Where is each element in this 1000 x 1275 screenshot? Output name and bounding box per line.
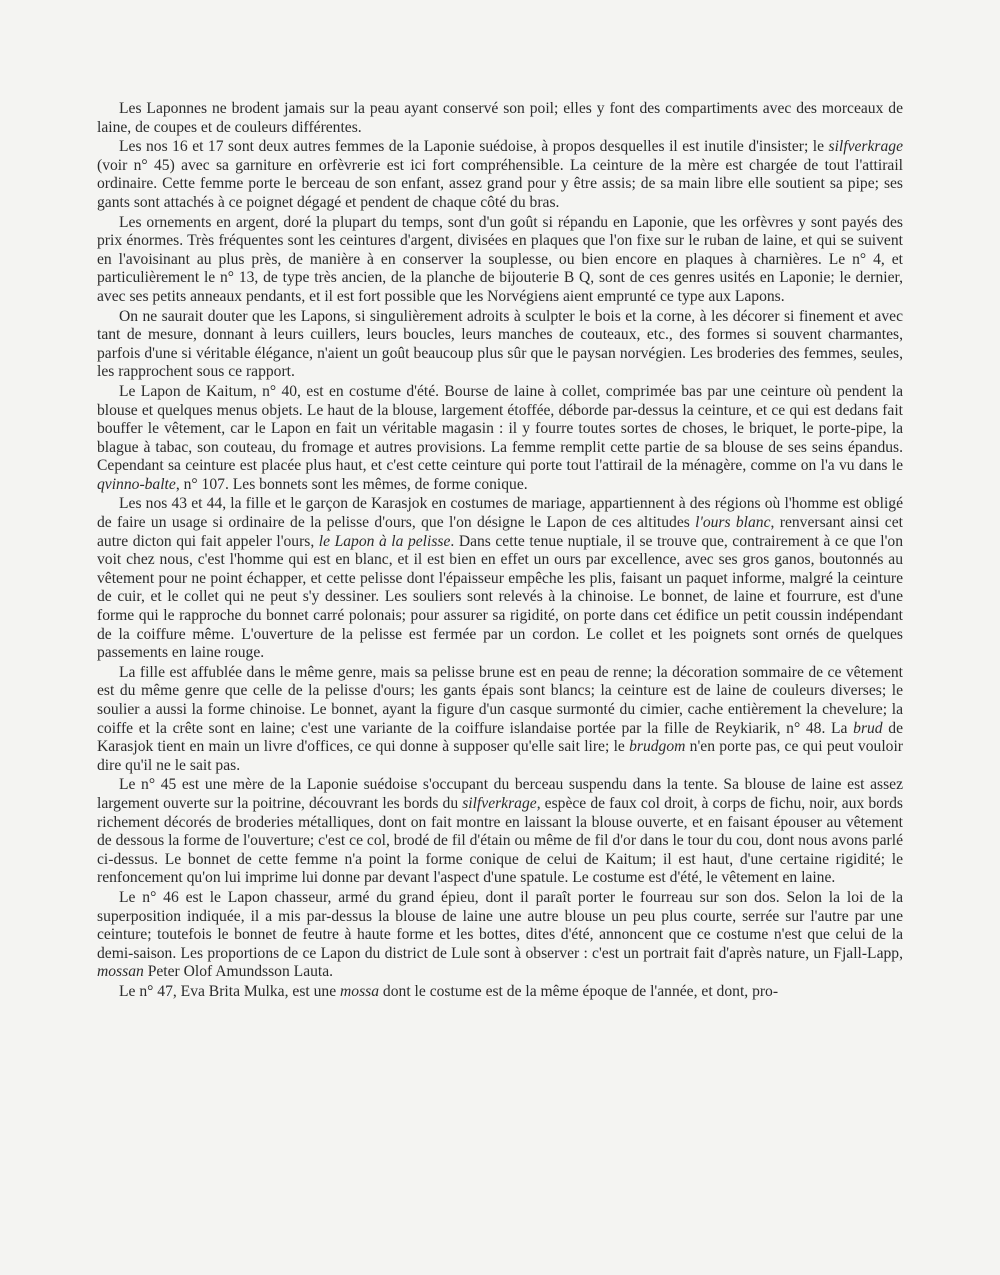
italic-term: l'ours blanc <box>695 514 771 532</box>
italic-term: qvinno-balte <box>97 475 176 493</box>
text-run: Les nos 43 et 44, la fille et le garçon de Karasjok en costumes de mariage, appartiennent à des régions où l'homme est obligé de faire un usage si ordinaire de la pelisse d'ours, que l'on désigne le Lapon de ces altitudes <box>97 495 903 532</box>
text-run: Les ornements en argent, doré la plupart du temps, sont d'un goût si répandu en Laponie, que les orfèvres y sont payés des prix énormes. Très fréquentes sont les ceintures d'argent, divisées en plaques que l'on fixe sur le ruban de laine, et qui se suivent en l'avoisinant au plus près, de manière à en conserver la souplesse, ou bien encore en plaques à charnières. Le n° 4, et particulièrement le n° 13, de type très ancien, de la planche de bijouterie B Q, sont de ces genres usités en Laponie; le dernier, avec ses petits anneaux pendants, et il est fort possible que les Norvégiens aient emprunté ce type aux Lapons. <box>97 213 903 305</box>
text-run: Peter Olof Amundsson Lauta. <box>143 963 334 981</box>
italic-term: brud <box>853 719 883 737</box>
italic-term: silfverkrage <box>828 138 903 156</box>
italic-term: le Lapon à la pelisse <box>318 532 451 550</box>
italic-term: silfverkrage <box>462 794 537 812</box>
text-run: Le Lapon de Kaitum, n° 40, est en costume d'été. Bourse de laine à collet, comprimée bas par une ceinture où pendent la blouse et quelques menus objets. Le haut de la blouse, largement étoffée, déborde par-dessus la ceinture, et ce qui est dedans fait bouffer le vêtement, car le Lapon en fait un véritable magasin : il y fourre toutes sortes de choses, le briquet, le porte-pipe, la blague à tabac, son couteau, du fromage et autres provisions. La femme remplit cette partie de sa blouse de ses seins épandus. Cependant sa ceinture est placée plus haut, et c'est cette ceinture qui porte tout l'attirail de la ménagère, comme on l'a vu dans le <box>97 382 903 475</box>
paragraph <box>97 138 903 212</box>
text-run: Les Laponnes ne brodent jamais sur la peau ayant conservé son poil; elles y font des compartiments avec des morceaux de laine, de coupes et de couleurs différentes. <box>97 100 903 136</box>
paragraph <box>97 383 903 495</box>
paragraph <box>97 776 903 888</box>
italic-term: mossan <box>97 963 144 981</box>
italic-term: mossa <box>340 982 380 1000</box>
paragraph <box>97 889 903 982</box>
text-run: , espèce de faux col droit, à corps de fichu, noir, aux bords richement décorés de broderies métalliques, dont on fait montre en laissant la blouse ouverte, et en faisant épouser au vêtement de dessous la forme de l'ouverture; c'est ce col, brodé de fil d'étain ou même de fil d'or dans le tour du cou, dont nous avons parlé ci-dessus. Le bonnet de cette femme n'a point la forme conique de celui de Kaitum; il est haut, d'une certaine rigidité; le renfoncement qu'on lui imprime lui donne par devant l'aspect d'une spatule. Le costume est d'été, le vêtement en laine. <box>97 794 903 887</box>
text-run: Les nos 16 et 17 sont deux autres femmes de la Laponie suédoise, à propos desquelles il est inutile d'insister; le <box>119 138 829 156</box>
text-run: La fille est affublée dans le même genre, mais sa pelisse brune est en peau de renne; la décoration sommaire de ce vêtement est du même genre que celle de la pelisse d'ours; les gants épais sont blancs; la ceinture est de laine de couleurs diverses; le soulier a aussi la forme chinoise. Le bonnet, ayant la figure d'un casque surmonté du cimier, cache entièrement la chevelure; la coiffe et la crête sont en laine; c'est une variante de la coiffure islandaise portée par la fille de Reykiarik, n° 48. La <box>97 663 903 737</box>
paragraph <box>97 308 903 382</box>
text-run: On ne saurait douter que les Lapons, si singulièrement adroits à sculpter le bois et la corne, à les décorer si finement et avec tant de mesure, donnant à leurs cuillers, leurs boucles, leurs manches de couteaux, etc., des formes si souvent charmantes, parfois d'une si véritable élégance, n'aient un goût beaucoup plus sûr que le paysan norvégien. Les broderies des femmes, seules, les rapprochent sous ce rapport. <box>97 307 903 381</box>
text-run: Le n° 45 est une mère de la Laponie suédoise s'occupant du berceau suspendu dans la tente. Sa blouse de laine est assez largement ouverte sur la poitrine, découvrant les bords du <box>97 776 903 812</box>
paragraph <box>97 214 903 307</box>
text-run: . Dans cette tenue nuptiale, il se trouve que, contrairement à ce que l'on voit chez nous, c'est l'homme qui est en blanc, et il est bien en effet un ours par excellence, avec ses gros ganos, boutonnés au vêtement pour ne point échapper, et cette pelisse dont l'épaisseur empêche les plis, faisant un paquet informe, malgré la ceinture de cuir, et le collet qui ne peut s'y dessiner. Les souliers sont relevés à la chinoise. Le bonnet, de laine et fourrure, est d'une forme qui le rapproche du bonnet carré polonais; pour assurer sa rigidité, on porte dans cet édifice un petit coussin indépendant de la coiffure même. L'ouverture de la pelisse est fermée par un cordon. Le collet et les poignets sont ornés de quelques passements en laine rouge. <box>97 532 904 662</box>
text-run: , n° 107. Les bonnets sont les mêmes, de forme conique. <box>175 475 528 493</box>
paragraph <box>97 664 903 776</box>
paragraph <box>97 100 903 137</box>
text-run: dont le costume est de la même époque de l'année, et dont, pro- <box>379 982 779 1000</box>
italic-term: brudgom <box>629 738 686 756</box>
text-run: Le n° 47, Eva Brita Mulka, est une <box>119 982 341 1000</box>
text-run: n'en porte pas, ce qui peut vouloir dire qu'il ne le sait pas. <box>97 738 903 774</box>
text-run: , renversant ainsi cet autre dicton qui fait appeler l'ours, <box>97 514 903 550</box>
text-run: de Karasjok tient en main un livre d'offices, ce qui donne à supposer qu'elle sait lire; le <box>97 719 903 756</box>
text-run: (voir n° 45) avec sa garniture en orfèvrerie est ici fort compréhensible. La ceinture de la mère est chargée de tout l'attirail ordinaire. Cette femme porte le berceau de son enfant, assez grand pour y être assis; de sa main libre elle soutient sa pipe; ses gants sont attachés à ce poignet dégagé et pendent de chaque côté du bras. <box>97 156 903 211</box>
text-run: Le n° 46 est le Lapon chasseur, armé du grand épieu, dont il paraît porter le fourreau sur son dos. Selon la loi de la superposition indiquée, il a mis par-dessus la blouse de laine une autre blouse un peu plus courte, serrée sur l'autre par une ceinture; toutefois le bonnet de feutre à haute forme et les bottes, dites d'été, annoncent que ce costume n'est que celui de la demi-saison. Les proportions de ce Lapon du district de Lule sont à observer : c'est un portrait fait d'après nature, un Fjall-Lapp, <box>97 888 903 962</box>
body-text <box>97 100 903 1002</box>
paragraph <box>97 495 903 662</box>
paragraph <box>97 983 903 1002</box>
